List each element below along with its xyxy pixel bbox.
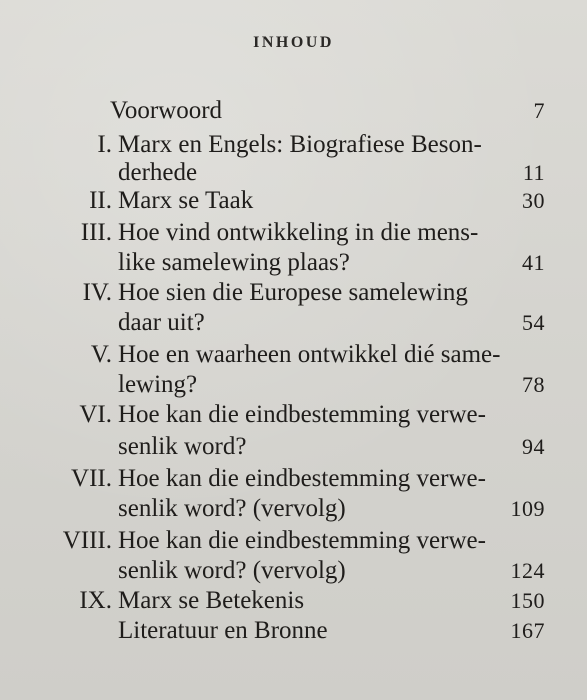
toc-roman-numeral: IX.: [79, 587, 112, 614]
toc-roman-numeral: V.: [90, 341, 112, 368]
toc-entry-vi: [0, 398, 587, 432]
toc-page-number: 109: [510, 496, 545, 521]
toc-entry-title-line2: senlik word? (vervolg): [118, 495, 346, 522]
toc-page-number: 54: [522, 310, 545, 335]
toc-entry-ix: [0, 584, 587, 618]
toc-entry-title-line2: senlik word?: [118, 433, 247, 460]
toc-entry-iv-line2: [0, 306, 587, 340]
toc-entry-title-line2: like samelewing plaas?: [118, 249, 350, 276]
toc-entry-ii: [0, 184, 587, 218]
toc-entry-vii-line2: [0, 492, 587, 526]
toc-roman-numeral: II.: [89, 187, 112, 214]
toc-entry-title: Marx se Betekenis: [118, 587, 305, 614]
toc-entry-v: [0, 338, 587, 372]
toc-entry-iii-line2: [0, 246, 587, 280]
toc-page-number: 41: [522, 250, 545, 275]
toc-entry-title-line1: Marx en Engels: Biografiese Beson-: [118, 131, 482, 158]
toc-entry-title-line1: Hoe en waarheen ontwikkel dié same-: [118, 341, 501, 368]
toc-page-number: 94: [522, 434, 545, 459]
toc-page-number: 124: [510, 558, 545, 583]
toc-page-number: 30: [522, 188, 545, 213]
toc-entry-title-line1: Hoe kan die eindbestemming verwe-: [118, 401, 486, 428]
toc-entry-title-line2: senlik word? (vervolg): [118, 557, 346, 584]
toc-page-number: 167: [510, 618, 545, 643]
toc-entry-literatuur: [0, 614, 587, 648]
toc-entry-iii: [0, 216, 587, 250]
toc-entry-vii: [0, 462, 587, 496]
toc-entry-vi-line2: [0, 430, 587, 464]
toc-roman-numeral: VII.: [71, 465, 112, 492]
toc-entry-v-line2: [0, 368, 587, 402]
toc-entry-title-line2: daar uit?: [118, 309, 205, 336]
toc-roman-numeral: III.: [80, 219, 112, 246]
toc-entry-viii-line2: [0, 554, 587, 588]
toc-entry-title: Marx se Taak: [118, 187, 254, 214]
toc-roman-numeral: IV.: [82, 279, 112, 306]
toc-page-number: 150: [510, 588, 545, 613]
toc-entry-title-line1: Hoe kan die eindbestemming verwe-: [118, 527, 486, 554]
toc-entry-iv: [0, 276, 587, 310]
toc-entry-title-line1: Hoe kan die eindbestemming verwe-: [118, 465, 486, 492]
toc-entry-viii: [0, 524, 587, 558]
toc-roman-numeral: VIII.: [62, 527, 112, 554]
toc-entry-title: Voorwoord: [110, 97, 223, 124]
toc-entry-title-line1: Hoe vind ontwikkeling in die mens-: [118, 219, 479, 246]
page-heading: INHOUD: [253, 34, 334, 51]
toc-entry-title-line2: derhede: [118, 159, 198, 186]
toc-entry-title-line2: lewing?: [118, 371, 198, 398]
toc-page-number: 11: [522, 160, 545, 185]
toc-entry-voorwoord: [0, 94, 587, 128]
toc-page-number: 78: [522, 372, 545, 397]
toc-roman-numeral: I.: [97, 131, 112, 158]
toc-entry-title-line1: Hoe sien die Europese samelewing: [118, 279, 468, 306]
toc-page-number: 7: [533, 98, 545, 123]
toc-roman-numeral: VI.: [79, 401, 112, 428]
toc-entry-title: Literatuur en Bronne: [118, 617, 328, 644]
